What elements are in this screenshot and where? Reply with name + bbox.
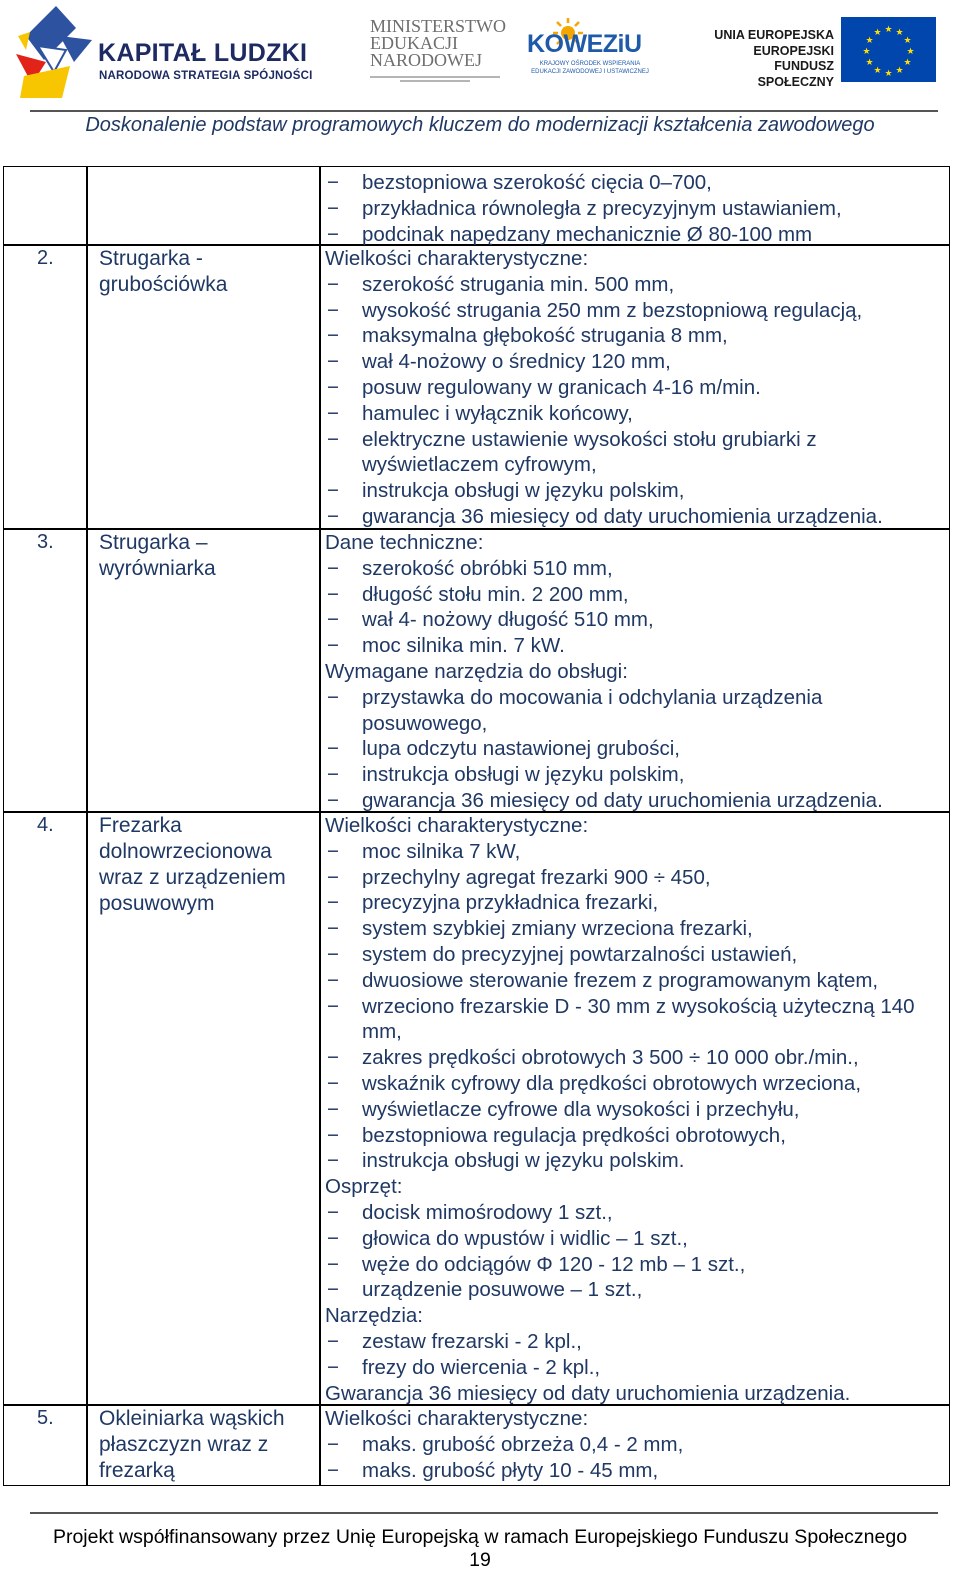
row-number: 5.	[37, 1407, 54, 1429]
dash-bullet-icon: −	[327, 272, 339, 296]
spec-list-item	[325, 323, 950, 349]
spec-list-item	[325, 968, 950, 994]
spec-section-heading: Wielkości charakterystyczne:	[325, 814, 589, 837]
spec-item-text: długość stołu min. 2 200 mm,	[362, 582, 629, 606]
spec-item-text: wrzeciono frezarskie D - 30 mm z wysokością użyteczną 140 mm,	[362, 994, 915, 1044]
spec-item-text: wyświetlacze cyfrowe dla wysokości i przechyłu,	[362, 1097, 800, 1121]
spec-list-item	[325, 1148, 950, 1174]
spec-list-item	[325, 1432, 950, 1458]
svg-text:★: ★	[895, 28, 904, 38]
spec-item-text: węże do odciągów Φ 120 - 12 mb – 1 szt.,	[362, 1252, 746, 1276]
koweziu-subtitle	[530, 60, 650, 76]
dash-bullet-icon: −	[327, 324, 339, 348]
spec-list-item	[325, 427, 950, 479]
dash-bullet-icon: −	[327, 608, 339, 632]
spec-list-item	[325, 556, 950, 582]
dash-bullet-icon: −	[327, 968, 339, 992]
spec-list-item	[325, 607, 950, 633]
spec-item-text: instrukcja obsługi w języku polskim.	[362, 1149, 685, 1173]
spec-section-heading: Dane techniczne:	[325, 531, 484, 554]
spec-list-item	[325, 196, 950, 222]
spec-item-text: gwarancja 36 miesięcy od daty uruchomienia urządzenia.	[362, 504, 883, 528]
dash-bullet-icon: −	[327, 685, 339, 709]
spec-item-text: wał 4-nożowy o średnicy 120 mm,	[362, 350, 671, 374]
ministerstwo-underline	[370, 76, 500, 78]
spec-list-item	[325, 1097, 950, 1123]
koweziu-title: KOWEZiU	[527, 30, 642, 58]
row-equipment-name: Strugarka - grubościówka	[99, 247, 228, 296]
kapital-ludzki-emblem-icon	[16, 6, 94, 98]
ue-line-3: FUNDUSZ SPOŁECZNY	[757, 59, 834, 89]
spec-list-item	[325, 865, 950, 891]
dash-bullet-icon: −	[327, 556, 339, 580]
spec-item-text: elektryczne ustawienie wysokości stołu grubiarki z wyświetlaczem cyfrowym,	[362, 427, 817, 477]
spec-item-text: gwarancja 36 miesięcy od daty uruchomienia urządzenia.	[362, 788, 883, 812]
logo-bar	[0, 0, 960, 105]
spec-item-text: instrukcja obsługi w języku polskim,	[362, 763, 685, 787]
spec-item-text: maks. grubość obrzeża 0,4 - 2 mm,	[362, 1432, 684, 1456]
spec-item-text: urządzenie posuwowe – 1 szt.,	[362, 1278, 643, 1302]
spec-item-text: głowica do wpustów i widlic – 1 szt.,	[362, 1226, 688, 1250]
svg-text:★: ★	[862, 47, 871, 57]
svg-text:★: ★	[873, 66, 882, 76]
spec-section-heading: Wymagane narzędzia do obsługi:	[325, 659, 628, 683]
spec-list-item	[325, 1252, 950, 1278]
dash-bullet-icon: −	[327, 479, 339, 503]
kapital-ludzki-logo	[16, 6, 316, 98]
dash-bullet-icon: −	[327, 1432, 339, 1456]
row-specification	[325, 170, 950, 247]
svg-text:★: ★	[884, 25, 893, 35]
dash-bullet-icon: −	[327, 942, 339, 966]
spec-item-text: podcinak napędzany mechanicznie Ø 80-100 mm	[362, 222, 813, 246]
equipment-table	[3, 166, 950, 1486]
spec-item-text: precyzyjna przykładnica frezarki,	[362, 891, 659, 915]
spec-item-text: hamulec i wyłącznik końcowy,	[362, 401, 633, 425]
row-specification	[325, 1406, 950, 1483]
spec-item-text: szerokość obróbki 510 mm,	[362, 556, 613, 580]
svg-text:★: ★	[873, 28, 882, 38]
dash-bullet-icon: −	[327, 1071, 339, 1095]
row-number: 3.	[37, 531, 54, 553]
dash-bullet-icon: −	[327, 582, 339, 606]
spec-item-text: system szybkiej zmiany wrzeciona frezarki,	[362, 917, 753, 941]
ue-line-2: EUROPEJSKI	[753, 43, 834, 58]
dash-bullet-icon: −	[327, 1200, 339, 1224]
spec-item-text: dwuosiowe sterowanie frezem z programowanym kątem,	[362, 968, 879, 992]
spec-list-item	[325, 375, 950, 401]
ministerstwo-underline-2	[400, 80, 470, 82]
spec-list-item	[325, 582, 950, 608]
koweziu-subtitle-line-1: KRAJOWY OŚRODEK WSPIERANIA	[539, 61, 641, 67]
spec-item-text: moc silnika 7 kW,	[362, 839, 521, 863]
spec-item-text: docisk mimośrodowy 1 szt.,	[362, 1200, 613, 1224]
ministerstwo-line-2: EDUKACJI	[370, 33, 458, 53]
spec-list-item	[325, 994, 950, 1046]
spec-list-item	[325, 1277, 950, 1303]
spec-item-text: wskaźnik cyfrowy dla prędkości obrotowych wrzeciona,	[362, 1071, 862, 1095]
spec-list-item	[325, 1458, 950, 1484]
spec-list-item	[325, 788, 950, 814]
spec-section-heading: Gwarancja 36 miesięcy od daty uruchomienia urządzenia.	[325, 1381, 851, 1405]
spec-list-item	[325, 1123, 950, 1149]
spec-list-item	[325, 890, 950, 916]
dash-bullet-icon: −	[327, 1046, 339, 1070]
spec-list-item	[325, 1045, 950, 1071]
spec-list-item	[325, 1200, 950, 1226]
dash-bullet-icon: −	[327, 171, 339, 194]
spec-item-text: lupa odczytu nastawionej grubości,	[362, 737, 680, 761]
spec-list-item	[325, 1329, 950, 1355]
svg-text:★: ★	[903, 36, 912, 46]
ministerstwo-line-1: MINISTERSTWO	[370, 16, 506, 36]
svg-text:★: ★	[884, 69, 893, 79]
ministerstwo-logo	[370, 18, 510, 69]
row-specification	[325, 246, 950, 530]
spec-item-text: przykładnica równoległa z precyzyjnym ustawianiem,	[362, 196, 842, 220]
dash-bullet-icon: −	[327, 865, 339, 889]
dash-bullet-icon: −	[327, 1226, 339, 1250]
spec-list-item	[325, 685, 950, 737]
dash-bullet-icon: −	[327, 222, 339, 246]
ue-logo-text	[698, 28, 834, 90]
spec-section-heading: Osprzęt:	[325, 1175, 403, 1199]
dash-bullet-icon: −	[327, 839, 339, 863]
document-subtitle: Doskonalenie podstaw programowych kluczem do modernizacji kształcenia zawodowego	[85, 114, 875, 136]
row-number: 2.	[37, 247, 54, 269]
dash-bullet-icon: −	[327, 788, 339, 812]
spec-item-text: przechylny agregat frezarki 900 ÷ 450,	[362, 865, 711, 889]
dash-bullet-icon: −	[327, 196, 339, 220]
spec-list-item	[325, 916, 950, 942]
spec-section-heading: Wielkości charakterystyczne:	[325, 247, 589, 270]
row-number: 4.	[37, 814, 54, 836]
dash-bullet-icon: −	[327, 504, 339, 528]
footer-text: Projekt współfinansowany przez Unię Europejską w ramach Europejskiego Funduszu Społecznego	[52, 1526, 908, 1548]
row-specification	[325, 530, 950, 814]
spec-list-item	[325, 504, 950, 530]
spec-item-text: posuw regulowany w granicach 4-16 m/min.	[362, 375, 761, 399]
spec-list-item	[325, 1355, 950, 1381]
svg-text:★: ★	[903, 58, 912, 68]
spec-list-item	[325, 170, 950, 196]
svg-text:★: ★	[865, 36, 874, 46]
spec-item-text: maks. grubość płyty 10 - 45 mm,	[362, 1458, 659, 1482]
spec-item-text: instrukcja obsługi w języku polskim,	[362, 479, 685, 503]
header-rule	[30, 110, 938, 112]
footer-rule	[30, 1512, 938, 1514]
spec-list-item	[325, 222, 950, 248]
koweziu-logo	[527, 18, 652, 98]
spec-item-text: zakres prędkości obrotowych 3 500 ÷ 10 000 obr./min.,	[362, 1046, 859, 1070]
svg-text:★: ★	[865, 58, 874, 68]
dash-bullet-icon: −	[327, 1097, 339, 1121]
spec-list-item	[325, 478, 950, 504]
spec-list-item	[325, 298, 950, 324]
spec-item-text: szerokość strugania min. 500 mm,	[362, 272, 675, 296]
dash-bullet-icon: −	[327, 1278, 339, 1302]
dash-bullet-icon: −	[327, 1149, 339, 1173]
spec-item-text: wał 4- nożowy długość 510 mm,	[362, 608, 654, 632]
ministerstwo-line-3: NARODOWEJ	[370, 50, 482, 70]
spec-item-text: przystawka do mocowania i odchylania urządzenia posuwowego,	[362, 685, 823, 735]
kapital-ludzki-subtitle: NARODOWA STRATEGIA SPÓJNOŚCI	[99, 70, 313, 82]
column-divider-1	[86, 167, 88, 1485]
dash-bullet-icon: −	[327, 763, 339, 787]
dash-bullet-icon: −	[327, 427, 339, 451]
dash-bullet-icon: −	[327, 634, 339, 658]
svg-text:★: ★	[906, 47, 915, 57]
spec-item-text: bezstopniowa szerokość cięcia 0–700,	[362, 171, 712, 194]
spec-list-item	[325, 762, 950, 788]
dash-bullet-icon: −	[327, 1458, 339, 1482]
dash-bullet-icon: −	[327, 1329, 339, 1353]
dash-bullet-icon: −	[327, 737, 339, 761]
eu-flag-icon	[841, 17, 936, 82]
row-equipment-name: Okleiniarka wąskich płaszczyzn wraz z frezarką	[99, 1407, 285, 1482]
spec-item-text: moc silnika min. 7 kW.	[362, 634, 565, 658]
row-equipment-name: Strugarka – wyrówniarka	[99, 531, 216, 580]
spec-item-text: maksymalna głębokość strugania 8 mm,	[362, 324, 728, 348]
dash-bullet-icon: −	[327, 1123, 339, 1147]
dash-bullet-icon: −	[327, 994, 339, 1018]
spec-list-item	[325, 349, 950, 375]
spec-item-text: wysokość strugania 250 mm z bezstopniową regulacją,	[362, 298, 863, 322]
spec-list-item	[325, 942, 950, 968]
spec-item-text: bezstopniowa regulacja prędkości obrotowych,	[362, 1123, 786, 1147]
column-divider-2	[319, 167, 321, 1485]
spec-list-item	[325, 272, 950, 298]
dash-bullet-icon: −	[327, 891, 339, 915]
spec-list-item	[325, 633, 950, 659]
ue-line-1: UNIA EUROPEJSKA	[714, 28, 834, 42]
spec-list-item	[325, 401, 950, 427]
dash-bullet-icon: −	[327, 375, 339, 399]
kapital-ludzki-title: KAPITAŁ LUDZKI	[98, 39, 308, 67]
spec-list-item	[325, 1071, 950, 1097]
row-equipment-name: Frezarka dolnowrzecionowa wraz z urządzeniem posuwowym	[99, 814, 286, 915]
spec-list-item	[325, 736, 950, 762]
dash-bullet-icon: −	[327, 401, 339, 425]
dash-bullet-icon: −	[327, 1355, 339, 1379]
spec-list-item	[325, 1226, 950, 1252]
dash-bullet-icon: −	[327, 350, 339, 374]
spec-item-text: zestaw frezarski - 2 kpl.,	[362, 1329, 582, 1353]
spec-section-heading: Narzędzia:	[325, 1304, 423, 1328]
spec-section-heading: Wielkości charakterystyczne:	[325, 1407, 589, 1430]
dash-bullet-icon: −	[327, 298, 339, 322]
spec-item-text: system do precyzyjnej powtarzalności ustawień,	[362, 942, 798, 966]
row-specification	[325, 813, 950, 1406]
spec-item-text: frezy do wiercenia - 2 kpl.,	[362, 1355, 601, 1379]
svg-text:★: ★	[895, 66, 904, 76]
page-number: 19	[469, 1549, 491, 1571]
dash-bullet-icon: −	[327, 1252, 339, 1276]
dash-bullet-icon: −	[327, 917, 339, 941]
koweziu-subtitle-line-2: EDUKACJI ZAWODOWEJ I USTAWICZNEJ	[531, 69, 649, 75]
spec-list-item	[325, 839, 950, 865]
